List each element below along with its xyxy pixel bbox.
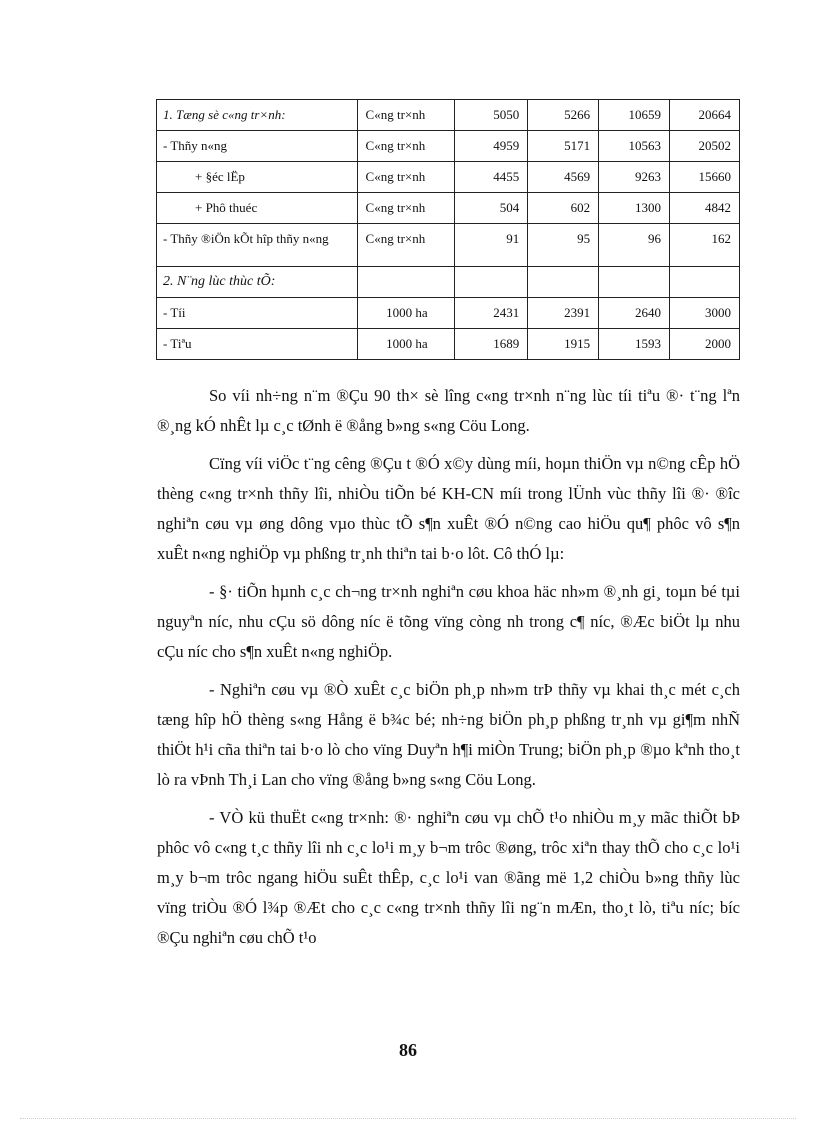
row-value: 4959 <box>455 131 528 162</box>
page-number: 86 <box>399 1040 417 1060</box>
row-value: 96 <box>599 224 670 267</box>
row-unit: C«ng tr×nh <box>357 100 455 131</box>
row-value: 504 <box>455 193 528 224</box>
row-label: + §éc lËp <box>157 162 358 193</box>
table-row <box>157 193 740 224</box>
row-label: - Thñy n«ng <box>157 131 358 162</box>
row-value <box>528 267 599 298</box>
table-row <box>157 100 740 131</box>
row-value: 91 <box>455 224 528 267</box>
row-value: 20502 <box>670 131 740 162</box>
row-value: 95 <box>528 224 599 267</box>
paragraph: - §· tiÕn hµnh c¸c ch¬ng tr×nh nghiªn cøu khoa häc nh»m ®¸nh gi¸ toµn bé tµi nguyªn níc, nhu cÇu sö dông níc ë tõng vïng còng nh trong c¶ níc, ®Æc biÖt lµ nhu cÇu níc cho s¶n xuÊt n«ng nghiÖp. <box>157 582 740 661</box>
row-unit: C«ng tr×nh <box>357 162 455 193</box>
row-unit: C«ng tr×nh <box>357 193 455 224</box>
table-row <box>157 224 740 267</box>
row-label: 1. Tæng sè c«ng tr×nh: <box>163 107 286 122</box>
row-value: 1593 <box>599 329 670 360</box>
paragraph: - VÒ kü thuËt c«ng tr×nh: ®· nghiªn cøu vµ chÕ t¹o nhiÒu m¸y mãc thiÕt bÞ phôc vô c«ng t¸c thñy lîi nh c¸c lo¹i m¸y b¬m trôc ®øng, trôc xiªn thay thÕ cho c¸c lo¹i m¸y b¬m trôc ngang hiÖu suÊt thÊp, c¸c lo¹i van ®ãng më 1,2 chiÒu b»ng thñy lùc vïng triÒu ®Ó l¾p ®Æt cho c¸c c«ng tr×nh thñy lîi ng¨n mÆn, tho¸t lò, tiªu níc; bíc ®Çu nghiªn cøu chÕ t¹o <box>157 808 740 947</box>
row-value: 1689 <box>455 329 528 360</box>
row-unit: C«ng tr×nh <box>357 224 455 267</box>
table-row <box>157 162 740 193</box>
row-value: 2391 <box>528 298 599 329</box>
row-value: 1300 <box>599 193 670 224</box>
row-value: 10659 <box>599 100 670 131</box>
row-label: - Tiªu <box>157 329 358 360</box>
row-label: 2. N¨ng lùc thùc tÕ: <box>157 267 358 298</box>
row-value: 5050 <box>455 100 528 131</box>
row-label: - Tíi <box>157 298 358 329</box>
table-row <box>157 267 740 298</box>
row-value: 2640 <box>599 298 670 329</box>
row-value: 4455 <box>455 162 528 193</box>
row-value: 162 <box>670 224 740 267</box>
table-row <box>157 298 740 329</box>
row-value: 3000 <box>670 298 740 329</box>
row-value: 1915 <box>528 329 599 360</box>
row-label: + Phô thuéc <box>157 193 358 224</box>
body-text <box>157 381 740 953</box>
row-value: 602 <box>528 193 599 224</box>
row-value: 5171 <box>528 131 599 162</box>
row-unit <box>357 267 455 298</box>
row-value: 20664 <box>670 100 740 131</box>
irrigation-statistics-table <box>156 99 740 360</box>
row-value <box>599 267 670 298</box>
row-value: 4569 <box>528 162 599 193</box>
row-value: 10563 <box>599 131 670 162</box>
row-value: 5266 <box>528 100 599 131</box>
table-row <box>157 329 740 360</box>
row-unit: 1000 ha <box>357 329 455 360</box>
row-value: 4842 <box>670 193 740 224</box>
page-bottom-rule <box>20 1118 796 1119</box>
row-value: 15660 <box>670 162 740 193</box>
row-value: 2431 <box>455 298 528 329</box>
row-value: 2000 <box>670 329 740 360</box>
row-unit: C«ng tr×nh <box>357 131 455 162</box>
row-value <box>670 267 740 298</box>
paragraph: - Nghiªn cøu vµ ®Ò xuÊt c¸c biÖn ph¸p nh»m trÞ thñy vµ khai th¸c mét c¸ch tæng hîp hÖ thèng s«ng Hång ë b¾c bé; nh÷ng biÖn ph¸p phßng tr¸nh vµ gi¶m nhÑ thiÖt h¹i cña thiªn tai b·o lò cho vïng Duyªn h¶i miÒn Trung; biÖn ph¸p ®µo kªnh tho¸t lò ra vÞnh Th¸i Lan cho vïng ®ång b»ng s«ng Cöu Long. <box>157 680 740 789</box>
table-row <box>157 131 740 162</box>
paragraph: Cïng víi viÖc t¨ng cêng ®Çu t ®Ó x©y dùng míi, hoµn thiÖn vµ n©ng cÊp hÖ thèng c«ng tr×nh thñy lîi, nhiÒu tiÕn bé KH-CN míi trong lÜnh vùc thñy lîi ®· ®îc nghiªn cøu vµ øng dông vµo thùc tÕ s¶n xuÊt ®Ó n©ng cao hiÖu qu¶ phôc vô s¶n xuÊt n«ng nghiÖp vµ phßng tr¸nh thiªn tai b·o lôt. Cô thÓ lµ: <box>157 454 740 563</box>
row-value <box>455 267 528 298</box>
row-label: - Thñy ®iÖn kÕt hîp thñy n«ng <box>157 224 358 267</box>
row-value: 9263 <box>599 162 670 193</box>
paragraph: So víi nh÷ng n¨m ®Çu 90 th× sè lîng c«ng tr×nh n¨ng lùc tíi tiªu ®· t¨ng lªn ®¸ng kÓ nhÊt lµ c¸c tØnh ë ®ång b»ng s«ng Cöu Long. <box>157 386 740 435</box>
row-unit: 1000 ha <box>357 298 455 329</box>
